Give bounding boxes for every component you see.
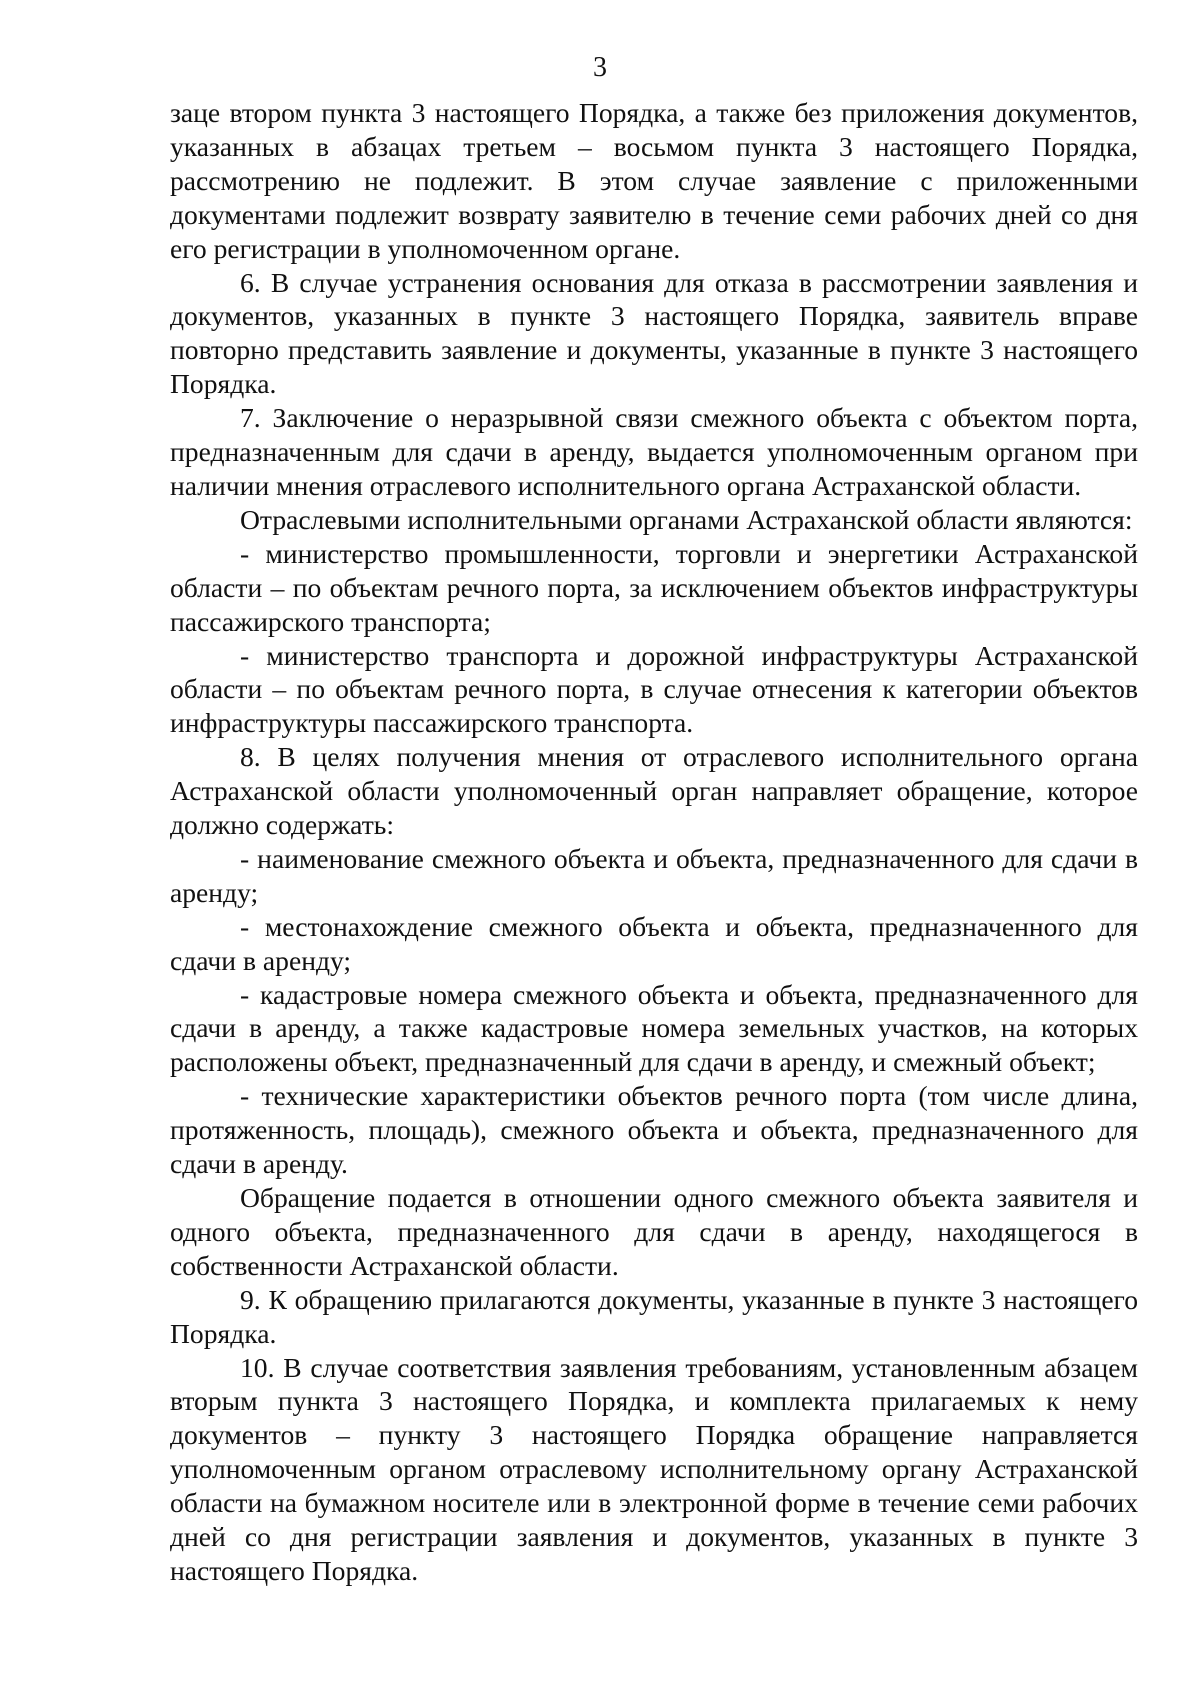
paragraph-item-10: 10. В случае соответствия заявления требованиям, установленным абзацем вторым пункта 3 настоящего Порядка, и комплекта прилагаемых к нему документов – пункту 3 настоящего Порядка обращение направляется уполномоченным органом отраслевому исполнительному органу Астраханской области на бумажном носителе или в электронной форме в течение семи рабочих дней со дня регистрации заявления и документов, указанных в пункте 3 настоящего Порядка. <box>170 1351 1138 1586</box>
paragraph-item-8: 8. В целях получения мнения от отраслевого исполнительного органа Астраханской области уполномоченный орган направляет обращение, которое должно содержать: <box>170 741 1138 841</box>
list-item-ministry-transport: - министерство транспорта и дорожной инфраструктуры Астраханской области – по объектам речного порта, в случае отнесения к категории объектов инфраструктуры пассажирского транспорта. <box>170 639 1138 739</box>
paragraph-item-9: 9. К обращению прилагаются документы, указанные в пункте 3 настоящего Порядка. <box>170 1283 1138 1349</box>
paragraph-continuation: заце втором пункта 3 настоящего Порядка, а также без приложения документов, указанных в абзацах третьем – восьмом пункта 3 настоящего Порядка, рассмотрению не подлежит. В этом случае заявление с приложенными документами подлежит возврату заявителю в течение семи рабочих дней со дня его регистрации в уполномоченном органе. <box>170 97 1138 264</box>
list-item-name: - наименование смежного объекта и объекта, предназначенного для сдачи в аренду; <box>170 842 1138 908</box>
page-number: 3 <box>593 52 607 83</box>
paragraph-item-6: 6. В случае устранения основания для отказа в рассмотрении заявления и документов, указанных в пункте 3 настоящего Порядка, заявитель вправе повторно представить заявление и документы, указанные в пункте 3 настоящего Порядка. <box>170 266 1138 400</box>
paragraph-sectoral-bodies-intro: Отраслевыми исполнительными органами Астраханской области являются: <box>240 503 1133 535</box>
list-item-ministry-industry: - министерство промышленности, торговли и энергетики Астраханской области – по объектам речного порта, за исключением объектов инфраструктуры пассажирского транспорта; <box>170 537 1138 637</box>
document-body <box>170 96 1138 1588</box>
paragraph-appeal-scope: Обращение подается в отношении одного смежного объекта заявителя и одного объекта, предназначенного для сдачи в аренду, находящегося в собственности Астраханской области. <box>170 1182 1138 1281</box>
paragraph-item-7: 7. Заключение о неразрывной связи смежного объекта с объектом порта, предназначенным для сдачи в аренду, выдается уполномоченным органом при наличии мнения отраслевого исполнительного органа Астраханской области. <box>170 402 1138 501</box>
list-item-technical-characteristics: - технические характеристики объектов речного порта (том числе длина, протяженность, площадь), смежного объекта и объекта, предназначенного для сдачи в аренду. <box>170 1080 1138 1180</box>
list-item-location: - местонахождение смежного объекта и объекта, предназначенного для сдачи в аренду; <box>170 910 1138 976</box>
list-item-cadastral-numbers: - кадастровые номера смежного объекта и объекта, предназначенного для сдачи в аренду, а также кадастровые номера земельных участков, на которых расположены объект, предназначенный для сдачи в аренду, и смежный объект; <box>170 978 1138 1078</box>
